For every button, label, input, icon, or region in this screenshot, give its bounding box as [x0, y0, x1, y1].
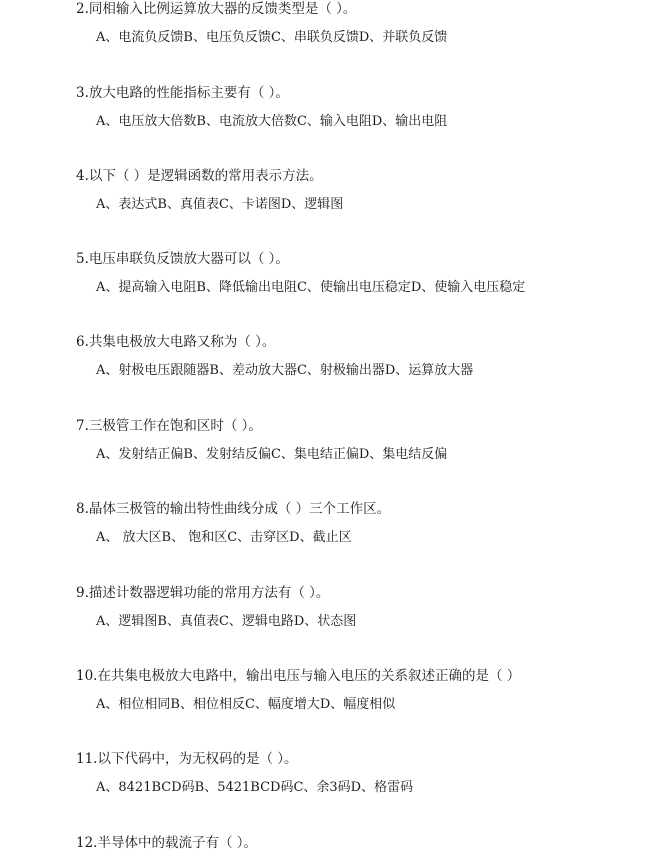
question-text: 9.描述计数器逻辑功能的常用方法有（ ）。 [76, 585, 330, 601]
question-text: 7.三极管工作在饱和区时（ ）。 [76, 418, 262, 434]
question-5 [0, 250, 669, 334]
question-text: 4.以下（ ）是逻辑函数的常用表示方法。 [76, 168, 323, 184]
question-6 [0, 333, 669, 417]
question-4 [0, 167, 669, 251]
question-9 [0, 584, 669, 668]
question-text: 6.共集电极放大电路又称为（ ）。 [76, 334, 276, 350]
question-12 [0, 834, 669, 855]
question-text: 12.半导体中的载流子有（ ）。 [76, 835, 258, 851]
question-text: 3.放大电路的性能指标主要有（ ）。 [76, 85, 289, 101]
question-options: A、电压放大倍数B、电流放大倍数C、输入电阻D、输出电阻 [96, 114, 448, 129]
question-options: A、相位相同B、相位相反C、幅度增大D、幅度相似 [96, 697, 396, 712]
question-text: 5.电压串联负反馈放大器可以（ ）。 [76, 251, 289, 267]
question-options: A、发射结正偏B、发射结反偏C、集电结正偏D、集电结反偏 [96, 447, 448, 462]
question-options: A、逻辑图B、真值表C、逻辑电路D、状态图 [96, 614, 357, 629]
question-11 [0, 750, 669, 834]
question-options: A、 放大区B、 饱和区C、击穿区D、截止区 [96, 530, 352, 545]
question-options: A、提高输入电阻B、降低输出电阻C、使输出电压稳定D、使输入电压稳定 [96, 280, 526, 295]
question-options: A、射极电压跟随器B、差动放大器C、射极输出器D、运算放大器 [96, 363, 474, 378]
question-options: A、8421BCD码B、5421BCD码C、余3码D、格雷码 [96, 780, 414, 795]
question-text: 8.晶体三极管的输出特性曲线分成（ ）三个工作区。 [76, 501, 391, 517]
question-options: A、表达式B、真值表C、卡诺图D、逻辑图 [96, 197, 344, 212]
question-options: A、电流负反馈B、电压负反馈C、串联负反馈D、并联负反馈 [96, 30, 448, 45]
question-3 [0, 84, 669, 168]
question-text: 11.以下代码中，为无权码的是（ ）。 [76, 751, 298, 767]
question-7 [0, 417, 669, 501]
question-8 [0, 500, 669, 584]
question-text: 2.同相输入比例运算放大器的反馈类型是（ ）。 [76, 1, 357, 17]
question-2 [0, 0, 669, 84]
question-10 [0, 667, 669, 751]
question-text: 10.在共集电极放大电路中，输出电压与输入电压的关系叙述正确的是（ ） [76, 668, 521, 684]
